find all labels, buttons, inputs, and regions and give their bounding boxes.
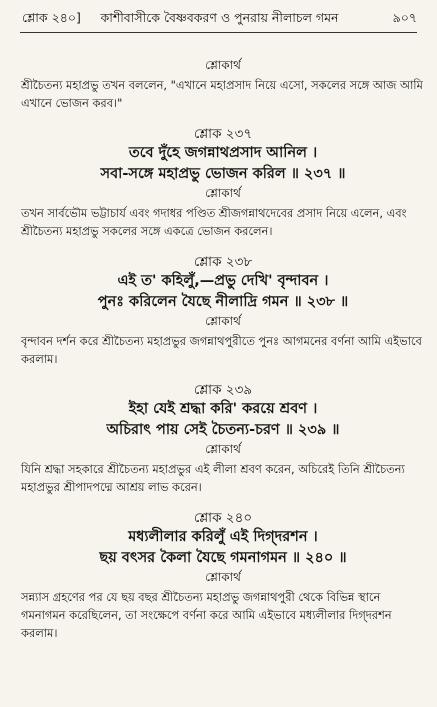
header-verse-ref: শ্লোক ২৪০] bbox=[22, 10, 81, 25]
translation-label: শ্লোকার্থ bbox=[205, 442, 241, 456]
top-translation-block bbox=[21, 57, 423, 112]
sloka-239 bbox=[21, 381, 413, 496]
header-page-number: ৯০৭ bbox=[392, 10, 417, 25]
sloka-number: শ্লোক ২৪০ bbox=[193, 510, 253, 526]
translation-text: সন্ন্যাস গ্রহণের পর যে ছয় বছর শ্রীচৈতন্য মহাপ্রভু জগন্নাথপুরী থেকে বিভিন্ন স্থানে গমনাগমন করেছিলেন, তা সংক্ষেপে বর্ণনা করে আমি এইভাবে মধ্যলীলার দিগ্‌দরশন করলাম। bbox=[21, 590, 392, 640]
translation-label: শ্লোকার্থ bbox=[205, 58, 241, 72]
translation-text: তখন সার্বভৌম ভট্টাচার্য এবং গদাধর পণ্ডিত শ্রীজগন্নাথদেবের প্রসাদ নিয়ে এলেন, এবং শ্রীচৈতন্য মহাপ্রভু সকলের সঙ্গে একত্রে ভোজন করলেন। bbox=[21, 206, 407, 238]
sloka-240 bbox=[21, 509, 413, 642]
sloka-238 bbox=[21, 253, 422, 368]
translation-label: শ্লোকার্থ bbox=[205, 314, 241, 328]
verse-line-1: মধ্যলীলার করিলুঁ এই দিগ্‌দরশন । bbox=[128, 529, 318, 545]
header-divider bbox=[20, 32, 417, 33]
page-body bbox=[21, 57, 423, 642]
translation-text: বৃন্দাবন দর্শন করে শ্রীচৈতন্য মহাপ্রভুর জগন্নাথপুরীতে পুনঃ আগমনের বর্ণনা আমি এইভাবে করলাম। bbox=[21, 334, 422, 366]
verse-line-2: ছয় বৎসর কৈলা যৈছে গমনাগমন ॥ ২৪০ ॥ bbox=[99, 550, 347, 566]
header-chapter-title: কাশীবাসীকে বৈষ্ণবকরণ ও পুনরায় নীলাচল গমন bbox=[100, 10, 339, 25]
verse-line-1: তবে দুঁহে জগন্নাথপ্রসাদ আনিল । bbox=[128, 145, 318, 161]
translation-text: শ্রীচৈতন্য মহাপ্রভু তখন বললেন, "এখানে মহাপ্রসাদ নিয়ে এসো, সকলের সঙ্গে আজ আমি এখানে ভোজন করব।" bbox=[21, 78, 423, 110]
verse-line-2: সবা-সঙ্গে মহাপ্রভু ভোজন করিল ॥ ২৩৭ ॥ bbox=[100, 166, 346, 182]
verse-line-1: এই ত' কহিলুঁ,—প্রভু দেখি' বৃন্দাবন । bbox=[117, 273, 329, 289]
translation-text: যিনি শ্রদ্ধা সহকারে শ্রীচৈতন্য মহাপ্রভুর এই লীলা শ্রবণ করেন, অচিরেই তিনি শ্রীচৈতন্য মহাপ্রভুর শ্রীপাদপদ্মে আশ্রয় লাভ করেন। bbox=[21, 462, 405, 494]
sloka-number: শ্লোক ২৩৮ bbox=[193, 254, 253, 270]
translation-label: শ্লোকার্থ bbox=[205, 570, 241, 584]
sloka-237 bbox=[21, 125, 413, 240]
verse-line-2: পুনঃ করিলেন যৈছে নীলাদ্রি গমন ॥ ২৩৮ ॥ bbox=[97, 294, 349, 310]
running-header bbox=[22, 7, 417, 29]
sloka-number: শ্লোক ২৩৯ bbox=[193, 382, 253, 398]
translation-label: শ্লোকার্থ bbox=[205, 186, 241, 200]
verse-line-2: অচিরাৎ পায় সেই চৈতন্য-চরণ ॥ ২৩৯ ॥ bbox=[106, 422, 340, 438]
sloka-number: শ্লোক ২৩৭ bbox=[193, 126, 253, 142]
verse-line-1: ইহা যেই শ্রদ্ধা করি' করয়ে শ্রবণ । bbox=[128, 401, 318, 417]
